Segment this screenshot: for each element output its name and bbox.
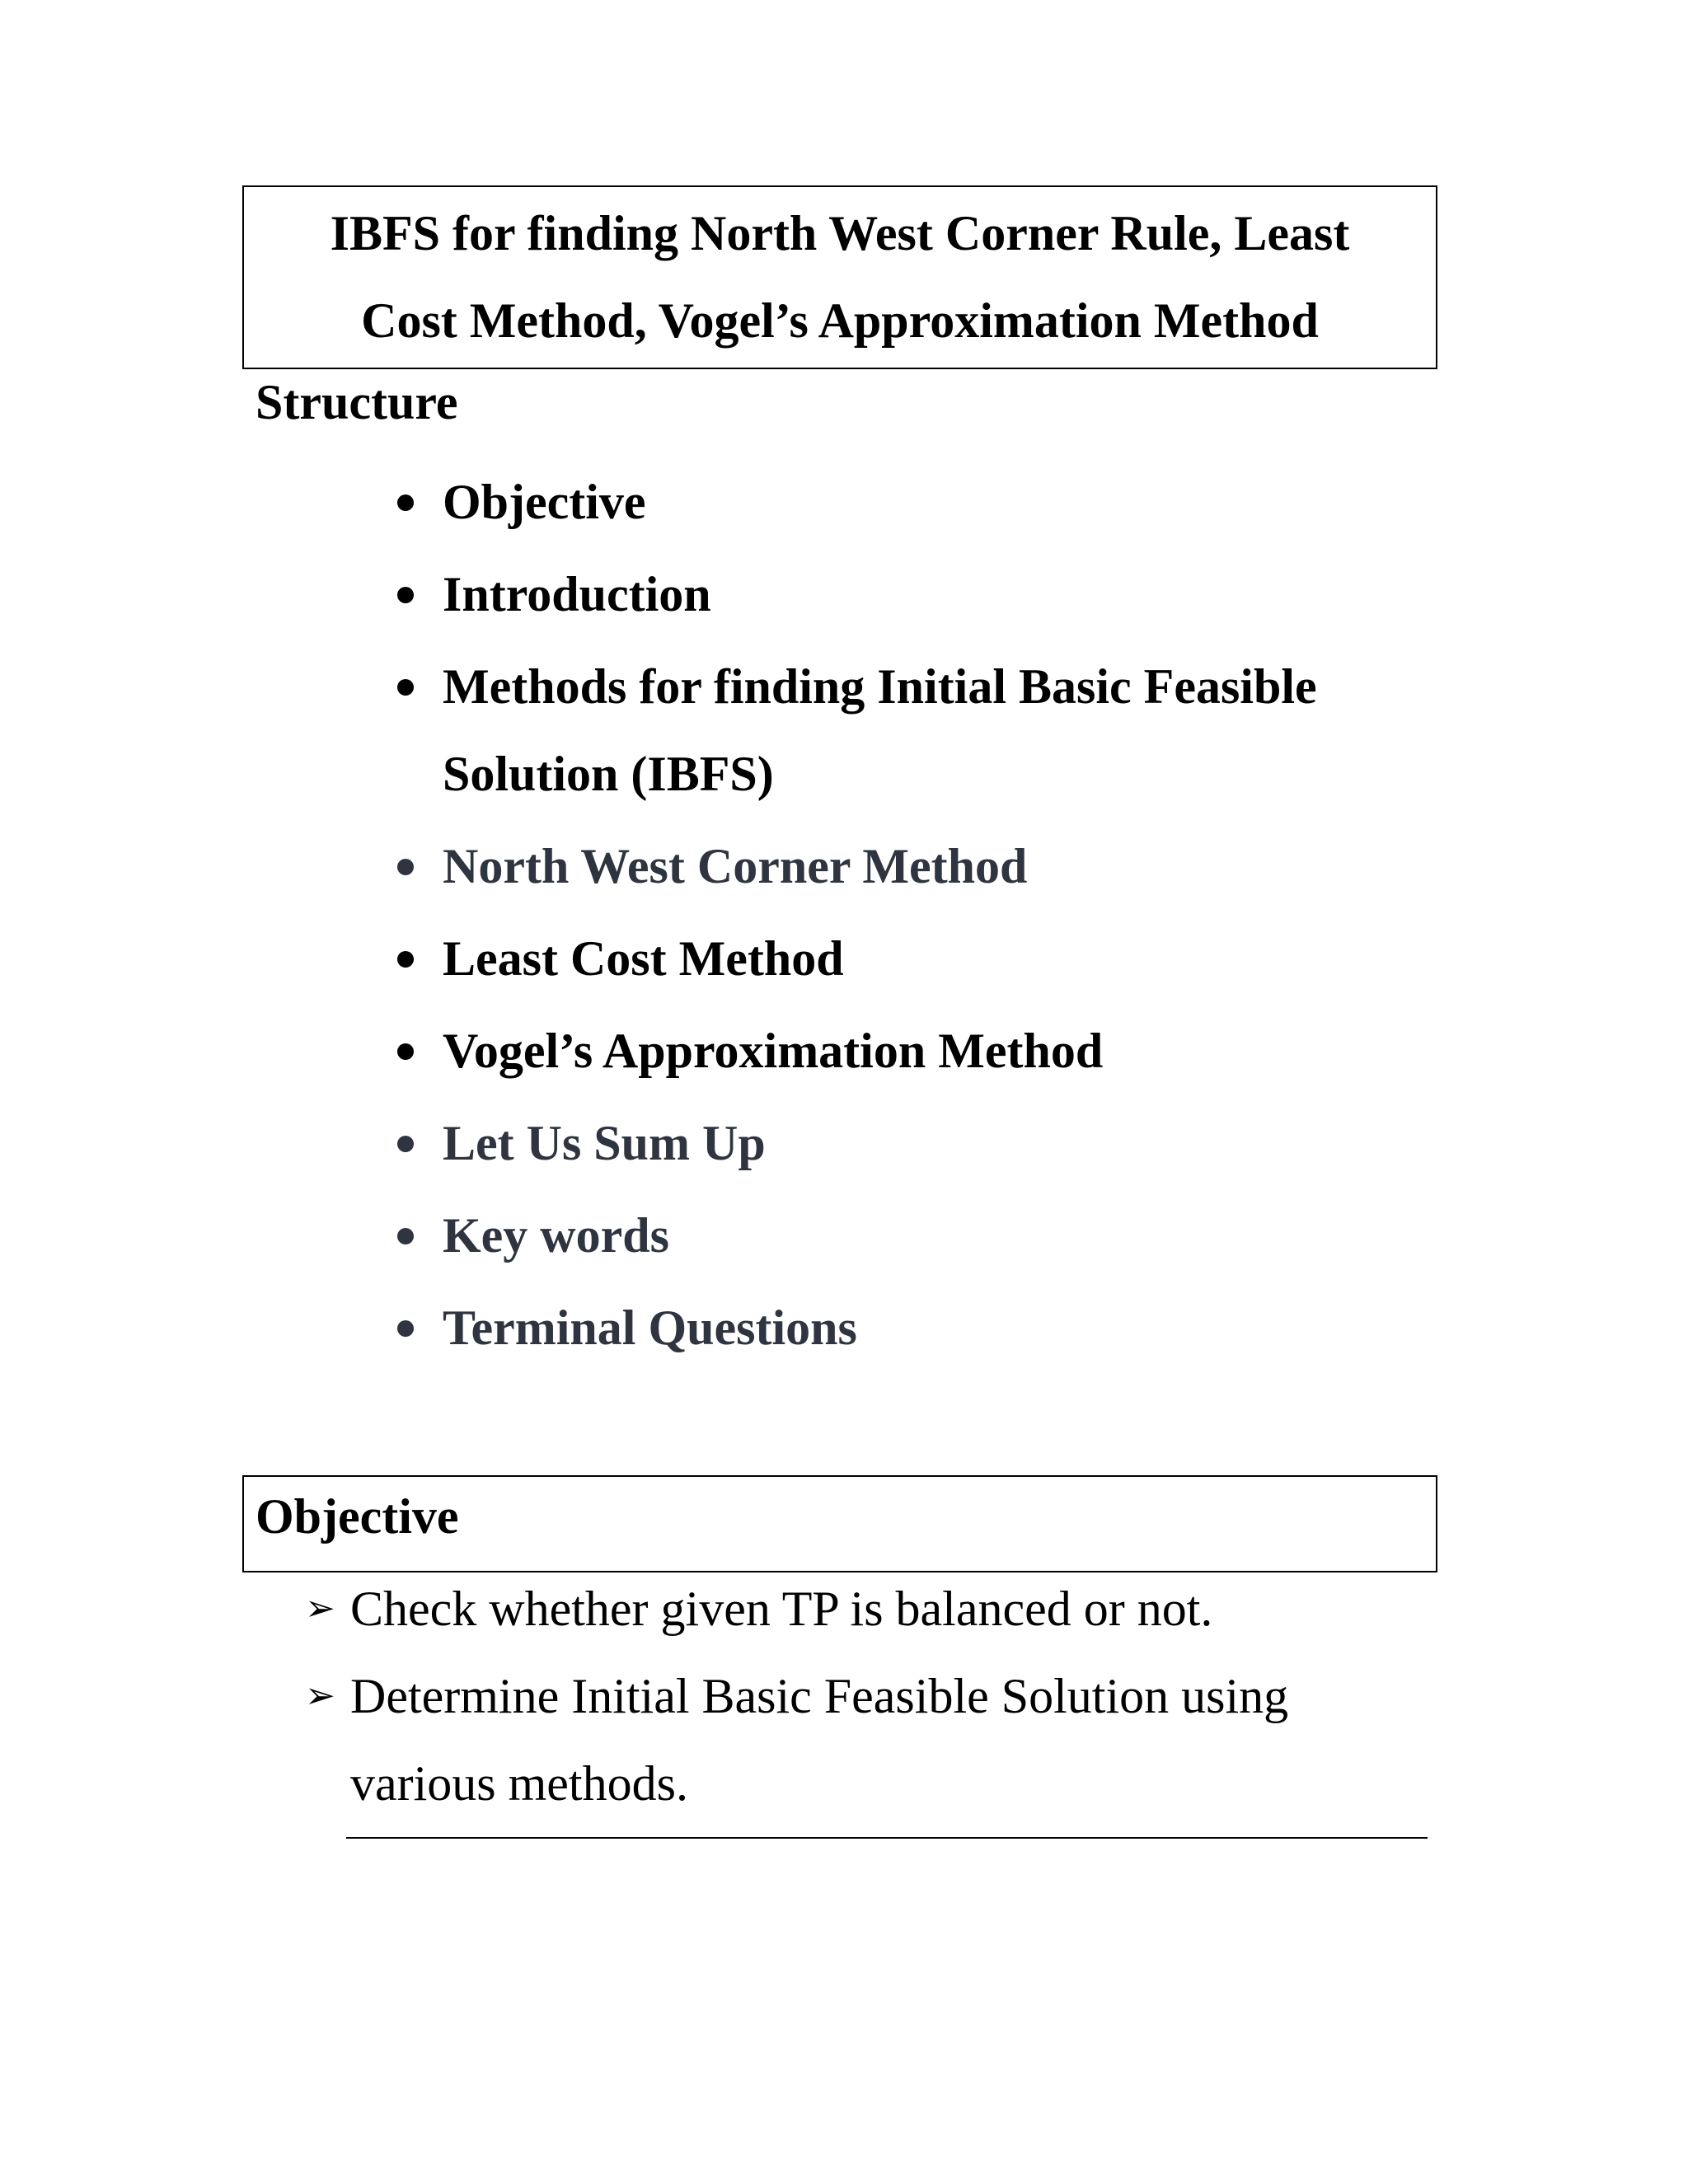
list-item — [397, 1284, 1419, 1371]
bullet-icon — [397, 859, 414, 875]
title-line-2: Cost Method, Vogel’s Approximation Method — [361, 293, 1319, 348]
list-item-label: Least Cost Method — [443, 931, 844, 986]
list-item — [397, 551, 1419, 638]
bullet-icon — [397, 1136, 414, 1152]
arrowhead-bullet-icon: ➢ — [305, 1587, 335, 1629]
objective-box — [242, 1475, 1437, 1572]
structure-list — [397, 458, 1419, 1376]
section-divider — [346, 1837, 1428, 1839]
list-item — [305, 1565, 1434, 1652]
list-item-label: Vogel’s Approximation Method — [443, 1024, 1104, 1078]
list-item — [397, 915, 1419, 1002]
objective-point-line-1: Determine Initial Basic Feasible Solution using — [350, 1669, 1289, 1723]
list-item-label: Let Us Sum Up — [443, 1116, 766, 1170]
list-item — [397, 823, 1419, 910]
objective-point: Check whether given TP is balanced or not. — [350, 1582, 1213, 1636]
structure-heading: Structure — [256, 375, 458, 429]
list-item — [397, 1099, 1419, 1187]
bullet-icon — [397, 951, 414, 968]
list-item — [397, 1007, 1419, 1094]
list-item-label-line-2: Solution (IBFS) — [443, 747, 774, 801]
title-line-1: IBFS for finding North West Corner Rule, Least — [330, 206, 1350, 260]
list-item — [397, 643, 1419, 818]
list-item-label: Terminal Questions — [443, 1301, 857, 1355]
objective-list — [305, 1565, 1434, 1827]
bullet-icon — [397, 494, 414, 511]
objective-point-line-2: various methods. — [350, 1756, 688, 1811]
list-item-label: Introduction — [443, 567, 711, 621]
list-item-label: Objective — [443, 475, 646, 529]
bullet-icon — [397, 587, 414, 603]
bullet-icon — [397, 1228, 414, 1244]
list-item — [305, 1652, 1434, 1827]
bullet-icon — [397, 1320, 414, 1337]
title-box — [242, 185, 1437, 369]
bullet-icon — [397, 1043, 414, 1060]
list-item-label: North West Corner Method — [443, 839, 1028, 893]
arrowhead-bullet-icon: ➢ — [305, 1675, 335, 1717]
list-item — [397, 458, 1419, 546]
list-item-label: Key words — [443, 1208, 669, 1263]
list-item — [397, 1192, 1419, 1279]
objective-heading: Objective — [256, 1489, 459, 1544]
bullet-icon — [397, 679, 414, 696]
list-item-label-line-1: Methods for finding Initial Basic Feasible — [443, 659, 1317, 714]
